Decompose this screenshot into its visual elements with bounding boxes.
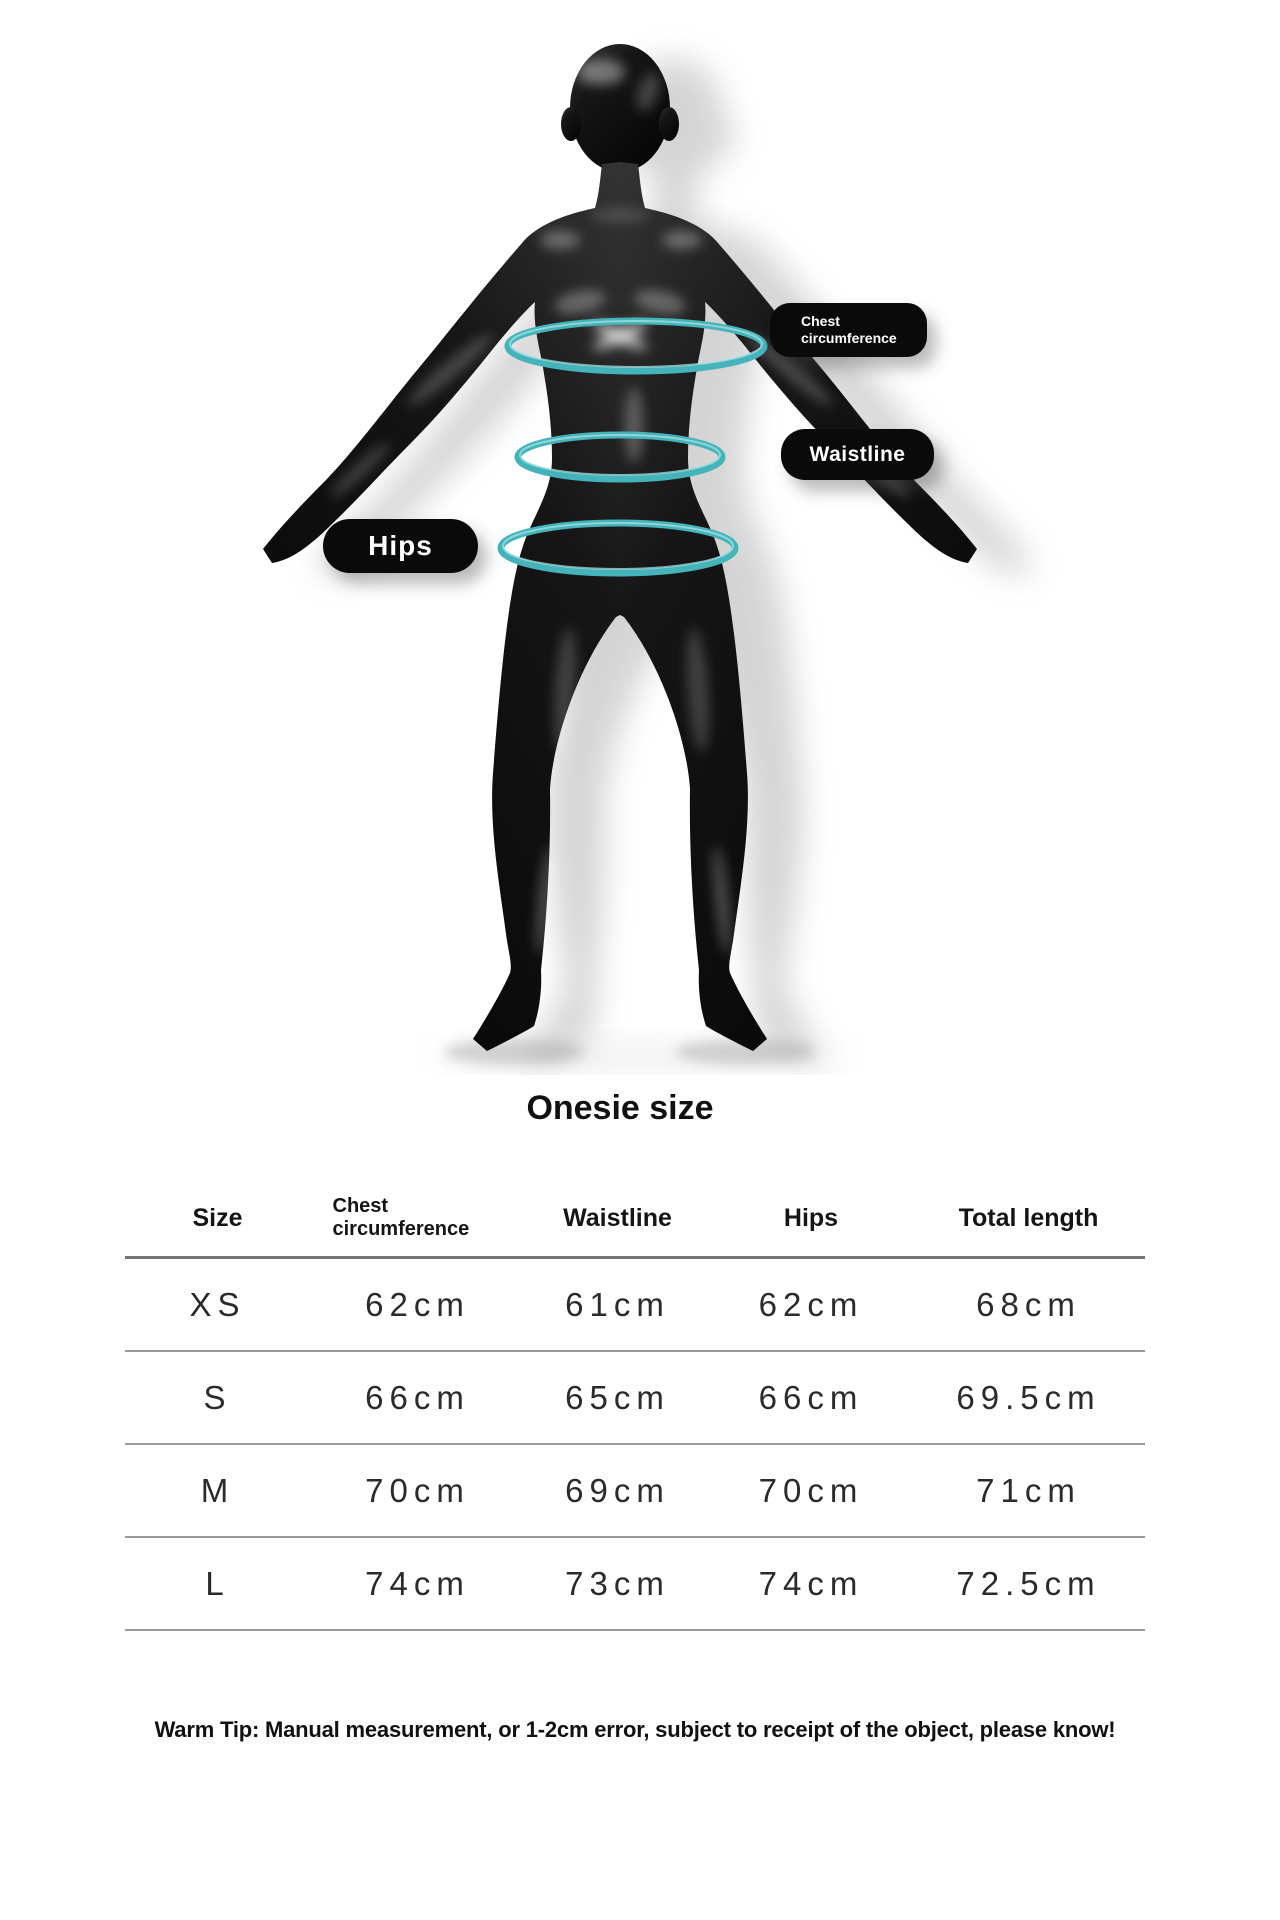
chest-circumference-label-text: Chest circumference [801,313,897,346]
size-cell: L [205,1564,230,1602]
waistline-label: Waistline [781,429,934,480]
column-header-chest: Chest circumference [332,1195,470,1240]
total-length-cell: 72.5cm [956,1564,1101,1602]
chest-cell: 66cm [365,1378,470,1416]
page-title: Onesie size [526,1089,714,1127]
hips-cell: 74cm [758,1564,864,1602]
size-cell: M [200,1471,235,1509]
column-header-waistline: Waistline [563,1203,672,1232]
chest-cell: 62cm [365,1285,470,1323]
hips-cell: 70cm [758,1471,864,1509]
total-length-cell: 71cm [976,1471,1081,1509]
column-header-hips: Hips [783,1203,839,1232]
chest-cell: 70cm [365,1471,470,1509]
size-row-m [125,1445,1145,1538]
size-cell: S [203,1378,232,1416]
waist-cell: 65cm [565,1378,670,1416]
column-header-size: Size [192,1203,243,1232]
hips-label: Hips [323,519,478,573]
size-row-s [125,1352,1145,1445]
size-cell: XS [189,1285,246,1323]
waist-cell: 69cm [565,1471,670,1509]
size-row-xs [125,1259,1145,1352]
total-length-cell: 69.5cm [956,1378,1101,1416]
total-length-cell: 68cm [976,1285,1081,1323]
warm-tip: Warm Tip: Manual measurement, or 1-2cm error, subject to receipt of the object, please know! [154,1717,1116,1742]
column-header-total-length: Total length [958,1203,1099,1232]
size-row-l [125,1538,1145,1631]
chest-circumference-label [770,303,927,357]
chest-cell: 74cm [365,1564,470,1602]
waist-cell: 61cm [565,1285,670,1323]
hips-cell: 66cm [758,1378,864,1416]
waist-cell: 73cm [565,1564,670,1602]
table-header-row [125,1180,1145,1259]
size-table [125,1180,1145,1631]
hips-cell: 62cm [758,1285,864,1323]
